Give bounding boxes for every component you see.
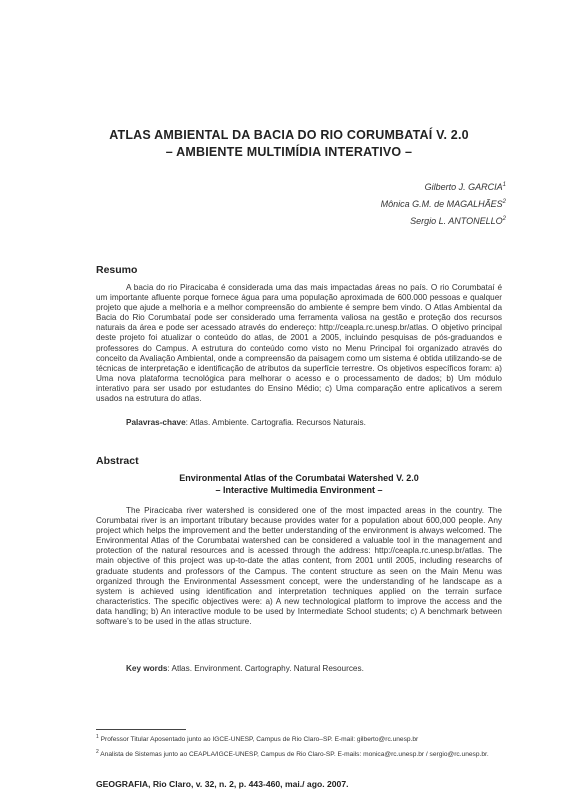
footnote-1: [96, 733, 506, 744]
author-list: [381, 178, 506, 229]
keywords-label: Key words: [126, 664, 168, 673]
abstract-title-line1: Environmental Atlas of the Corumbatai Watershed V. 2.0: [179, 473, 419, 483]
paper-title-line1: ATLAS AMBIENTAL DA BACIA DO RIO CORUMBATAÍ V. 2.0: [109, 128, 469, 142]
keywords-value: : Atlas. Environment. Cartography. Natural Resources.: [167, 664, 364, 673]
abstract-title-line2: – Interactive Multimedia Environment –: [215, 485, 383, 495]
footnote-text: Analista de Sistemas junto ao CEAPLA/IGCE-UNESP, Campus de Rio Claro-SP. E-mails: monica@rc.unesp.br / sergio@rc.unesp.br.: [100, 751, 489, 759]
abstract-heading: Abstract: [96, 455, 139, 467]
resumo-text: A bacia do rio Piracicaba é considerada uma das mais impactadas áreas no país. O rio Corumbataí é um importante afluente porque fornece água para uma população aproximada de 600.000 pessoas e qualquer projeto que ajude a melhoria e a melhor compreensão do ambiente é sempre bem vindo. O Atlas Ambiental da Bacia do Rio Corumbataí pode ser considerado uma ferramenta valiosa na gestão e proteção dos recursos naturais da área e pode ser acessado através do endereço: http://ceapla.rc.unesp.br/atlas. O objetivo principal deste projeto foi atualizar o conteúdo do atlas, de 2001 a 2005, incluindo pesquisas de pós-graduandos e professores do Campus. A estrutura do conteúdo como visto no Menu Principal foi organizado através do conceito da Avaliação Ambiental, onde a compreensão da paisagem como um sistema é obtida utilizando-se de técnicas de interpretação e identificação de atributos da superfície terrestre. Os objetivos específicos foram: a) Uma nova plataforma tecnológica para melhorar o acesso e o processamento de dados; b) Um módulo interativo para ser usado por estudantes do Ensino Médio; c) Uma comparação entre aplicativos a serem usados na estrutura do atlas.: [96, 283, 502, 404]
footnote-2: [96, 748, 506, 759]
author-name: Sergio L. ANTONELLO: [410, 216, 503, 226]
abstract-keywords: [126, 664, 364, 673]
paper-title-line2: – AMBIENTE MULTIMÍDIA INTERATIVO –: [165, 145, 413, 159]
author-2: [381, 195, 506, 212]
resumo-keywords: [126, 418, 366, 427]
abstract-text: The Piracicaba river watershed is considered one of the most impacted areas in the country. The Corumbatai river is an important tributary because provides water for a population about 600,000 people. Any project which helps the improvement and the better understanding of the environment is always welcomed. The Environmental Atlas of the Corumbatai watershed can be considered a valuable tool in the management and protection of the natural resources and is acessed through the address: http://ceapla.rc.unesp.br/atlas. The main objective of this project was up-to-date the atlas content, from 2001 until 2005, including researchs of graduate students and professors of the Campus. The content structure as seen on the Main Menu was organized through the Environmental Assessment concept, were the understanding of he landscape as a system is achieved using identification and interpretation techniques applied on the terrain surface characteristics. The specific objectives were: a) A new technological platform to improve the access and the data handling; b) An interactive module to be used by Intermediate School students; c) A benchmark between software’s to be used in the atlas structure.: [96, 506, 502, 627]
journal-citation: GEOGRAFIA, Rio Claro, v. 32, n. 2, p. 443-460, mai./ ago. 2007.: [96, 779, 349, 789]
author-name: Gilberto J. GARCIA: [424, 182, 503, 192]
author-mark: 2: [502, 216, 506, 222]
footnote-mark: 2: [96, 749, 99, 755]
abstract-body: [96, 506, 502, 627]
author-mark: 2: [502, 199, 506, 205]
footnote-text: Professor Titular Aposentado junto ao IGCE-UNESP, Campus de Rio Claro–SP. E-mail: gilberto@rc.unesp.br: [100, 736, 419, 744]
footnote-divider: [96, 729, 186, 730]
author-mark: 1: [502, 182, 506, 188]
resumo-heading: Resumo: [96, 264, 138, 276]
author-1: [381, 178, 506, 195]
keywords-label: Palavras-chave: [126, 418, 186, 427]
author-3: [381, 212, 506, 229]
footnote-mark: 1: [96, 734, 99, 740]
author-name: Mônica G.M. de MAGALHÃES: [380, 199, 503, 209]
keywords-value: : Atlas. Ambiente. Cartografia. Recursos Naturais.: [185, 418, 366, 427]
resumo-body: [96, 283, 502, 404]
